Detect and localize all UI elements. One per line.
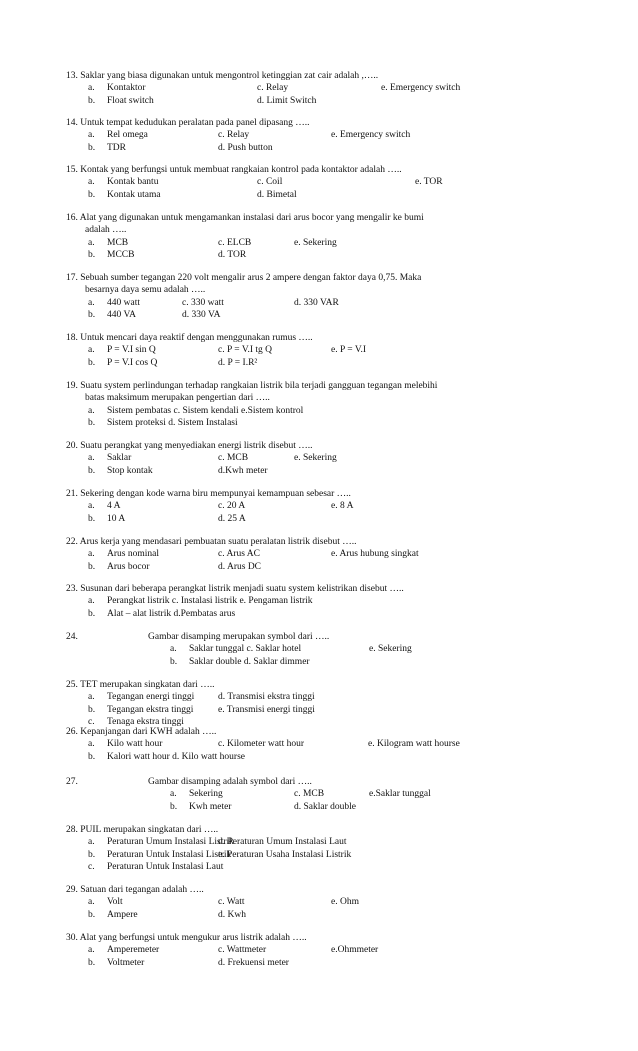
option-text[interactable]: d. Arus DC	[218, 561, 262, 572]
option-row	[66, 357, 586, 369]
question-28	[66, 824, 586, 873]
option-letter: a.	[88, 739, 95, 750]
question-stem: 13. Saklar yang biasa digunakan untuk mengontrol ketinggian zat cair adalah ,…..	[66, 71, 379, 81]
option-text[interactable]: c. ELCB	[218, 237, 252, 248]
option-text[interactable]: d. Kwh	[218, 909, 246, 920]
option-letter: a.	[88, 897, 95, 908]
option-row	[66, 452, 586, 464]
option-letter: b.	[88, 142, 96, 153]
question-29	[66, 884, 586, 921]
option-text[interactable]: c. Coil	[257, 177, 283, 188]
option-text[interactable]: Kwh meter	[189, 801, 232, 812]
option-letter: b.	[88, 357, 96, 368]
option-text[interactable]: 440 VA	[107, 309, 136, 320]
option-letter: b.	[88, 465, 96, 476]
question-24	[66, 631, 586, 668]
question-number: 27.	[66, 777, 78, 787]
option-text[interactable]: Peraturan Untuk Instalasi Listrik	[107, 849, 232, 860]
option-text[interactable]: MCB	[107, 237, 129, 248]
option-letter: b.	[88, 513, 96, 524]
option-row	[66, 176, 586, 188]
option-row	[66, 957, 586, 969]
option-text[interactable]: MCCB	[107, 249, 135, 260]
option-letter: a.	[88, 130, 95, 141]
option-text[interactable]: e. Arus hubung singkat	[331, 549, 419, 560]
question-20	[66, 440, 586, 477]
option-text[interactable]: c. Arus AC	[218, 549, 260, 560]
question-16	[66, 212, 586, 261]
option-row	[66, 608, 586, 620]
option-text[interactable]: e. Sekering	[294, 453, 337, 464]
option-letter: b.	[88, 957, 96, 968]
question-25	[66, 679, 586, 728]
option-text[interactable]: e. Ohm	[331, 897, 359, 908]
option-row	[66, 82, 586, 94]
option-text[interactable]: e. Sekering	[294, 237, 337, 248]
option-text[interactable]: Kontak utama	[107, 189, 161, 200]
question-stem: 23. Susunan dari beberapa perangkat listrik menjadi suatu system kelistrikan disebut …..	[66, 584, 404, 594]
option-row	[66, 500, 586, 512]
option-text[interactable]: d. 330 VA	[182, 309, 221, 320]
option-letter: b.	[88, 249, 96, 260]
option-row	[66, 849, 586, 861]
option-letter: a.	[88, 596, 95, 607]
question-stem: 21. Sekering dengan kode warna biru mempunyai kemampuan sebesar …..	[66, 489, 351, 499]
option-row	[66, 129, 586, 141]
option-letter: a.	[88, 501, 95, 512]
option-letter: b.	[170, 656, 178, 667]
question-stem: Gambar disamping merupakan symbol dari …..	[148, 632, 330, 642]
question-22	[66, 536, 586, 573]
option-row	[66, 297, 586, 309]
question-stem: 18. Untuk mencari daya reaktif dengan menggunakan rumus …..	[66, 333, 313, 343]
option-text[interactable]: Float switch	[107, 95, 154, 106]
option-letter: b.	[88, 909, 96, 920]
option-text[interactable]: Kalori watt hour d. Kilo watt hourse	[107, 751, 245, 762]
option-letter: b.	[88, 417, 96, 428]
option-text[interactable]: c. 330 watt	[182, 297, 224, 308]
option-text[interactable]: d. 330 VAR	[294, 297, 339, 308]
option-text[interactable]: e. Emergency switch	[331, 130, 411, 141]
option-text[interactable]: Sistem proteksi d. Sistem Instalasi	[107, 417, 238, 428]
option-text[interactable]: Tegangan energi tinggi	[107, 692, 195, 703]
option-text[interactable]: d. Saklar double	[294, 801, 357, 812]
question-stem: 22. Arus kerja yang mendasari pembuatan suatu peralatan listrik disebut …..	[66, 537, 357, 547]
option-text[interactable]: c. MCB	[294, 789, 325, 800]
option-letter: a.	[88, 405, 95, 416]
question-stem: 28. PUIL merupakan singkatan dari …..	[66, 825, 219, 835]
option-text[interactable]: e. Peraturan Usaha Instalasi Listrik	[218, 849, 352, 860]
option-text[interactable]: Arus nominal	[107, 549, 159, 560]
option-letter: b.	[88, 309, 96, 320]
option-text[interactable]: Kontaktor	[107, 83, 146, 94]
option-text[interactable]: Tenaga ekstra tinggi	[107, 716, 184, 727]
option-text[interactable]: Saklar double d. Saklar dimmer	[189, 656, 310, 667]
option-text[interactable]: Amperemeter	[107, 945, 160, 956]
option-text[interactable]: 10 A	[107, 513, 126, 524]
option-text[interactable]: d. Transmisi ekstra tinggi	[218, 692, 315, 703]
option-text[interactable]: Tegangan ekstra tinggi	[107, 704, 194, 715]
question-number: 24.	[66, 632, 78, 642]
question-stem: 14. Untuk tempat kedudukan peralatan pada panel dipasang …..	[66, 118, 310, 128]
option-text[interactable]: e. 8 A	[331, 501, 354, 512]
option-text[interactable]: e.Ohmmeter	[331, 945, 379, 956]
option-text[interactable]: e. Transmisi energi tinggi	[218, 704, 315, 715]
option-letter: a.	[88, 345, 95, 356]
option-text[interactable]: Volt	[107, 897, 123, 908]
option-row	[66, 704, 586, 716]
option-text[interactable]: e. Emergency switch	[381, 83, 461, 94]
question-stem: 30. Alat yang berfungsi untuk mengukur arus listrik adalah …..	[66, 933, 307, 943]
option-text[interactable]: 4 A	[107, 501, 121, 512]
option-text[interactable]: Perangkat listrik c. Instalasi listrik e. Pengaman listrik	[107, 596, 313, 607]
option-letter: a.	[88, 177, 95, 188]
option-letter: b.	[88, 189, 96, 200]
question-stem: 16. Alat yang digunakan untuk mengamankan instalasi dari arus bocor yang mengalir ke bumi	[66, 213, 424, 223]
question-stem: 29. Satuan dari tegangan adalah …..	[66, 885, 204, 895]
question-stem: batas maksimum merupakan pengertian dari …..	[85, 393, 270, 404]
option-text[interactable]: c. Relay	[257, 83, 289, 94]
option-text[interactable]: Stop kontak	[107, 465, 153, 476]
option-text[interactable]: Ampere	[107, 909, 138, 920]
option-letter: a.	[88, 945, 95, 956]
option-text[interactable]: d.Kwh meter	[218, 465, 268, 476]
option-row	[66, 861, 586, 873]
option-text[interactable]: d. P = I.R²	[218, 357, 258, 368]
option-text[interactable]: P = V.I cos Q	[107, 357, 158, 368]
option-row	[66, 142, 586, 154]
question-stem: 15. Kontak yang berfungsi untuk membuat rangkaian kontrol pada kontaktor adalah …..	[66, 165, 402, 175]
option-text[interactable]: c. P = V.I tg Q	[218, 345, 273, 356]
option-row	[66, 548, 586, 560]
option-text[interactable]: c. Wattmeter	[218, 945, 267, 956]
question-stem: besarnya daya semu adalah …..	[85, 285, 206, 296]
option-text[interactable]: Saklar	[107, 453, 132, 464]
option-text[interactable]: 440 watt	[107, 297, 140, 308]
question-stem: 20. Suatu perangkat yang menyediakan energi listrik disebut …..	[66, 441, 313, 451]
option-text[interactable]: Kilo watt hour	[107, 739, 163, 750]
option-letter: c.	[88, 861, 95, 872]
option-row	[66, 944, 586, 956]
option-row	[66, 595, 586, 607]
question-13	[66, 70, 586, 107]
option-text[interactable]: Arus bocor	[107, 561, 150, 572]
option-text[interactable]: c. Kilometer watt hour	[218, 739, 305, 750]
option-letter: b.	[88, 608, 96, 619]
question-30	[66, 932, 586, 969]
option-letter: a.	[88, 83, 95, 94]
option-letter: a.	[170, 789, 177, 800]
question-14	[66, 117, 586, 154]
question-19	[66, 380, 586, 429]
question-stem: adalah …..	[85, 225, 127, 236]
option-text[interactable]: c. MCB	[218, 453, 249, 464]
option-row	[66, 561, 586, 573]
option-text[interactable]: c. 20 A	[218, 501, 246, 512]
option-text[interactable]: e. P = V.I	[331, 345, 367, 356]
option-row	[66, 249, 586, 261]
option-text[interactable]: d. Push button	[218, 142, 273, 153]
option-letter: b.	[88, 704, 96, 715]
option-row	[66, 513, 586, 525]
option-text[interactable]: P = V.I sin Q	[107, 345, 156, 356]
option-text[interactable]: d. TOR	[218, 249, 247, 260]
option-row	[66, 95, 586, 107]
option-row	[66, 896, 586, 908]
option-text[interactable]: Peraturan Umum Instalasi Listrik	[107, 837, 234, 848]
option-letter: a.	[88, 837, 95, 848]
option-letter: b.	[88, 95, 96, 106]
option-letter: a.	[88, 453, 95, 464]
option-row	[66, 691, 586, 703]
option-letter: a.	[88, 237, 95, 248]
option-letter: b.	[88, 751, 96, 762]
option-text[interactable]: d. Peraturan Umum Instalasi Laut	[218, 837, 347, 848]
question-18	[66, 332, 586, 369]
option-text[interactable]: d. Limit Switch	[257, 95, 317, 106]
option-row	[66, 417, 586, 429]
option-row	[66, 738, 586, 750]
option-letter: b.	[170, 801, 178, 812]
question-stem: 26. Kepanjangan dari KWH adalah …..	[66, 727, 217, 737]
option-letter: a.	[88, 297, 95, 308]
option-row	[66, 465, 586, 477]
option-row	[66, 405, 586, 417]
option-text[interactable]: d. Frekuensi meter	[218, 957, 289, 968]
option-letter: a.	[88, 549, 95, 560]
option-text[interactable]: TDR	[107, 142, 126, 153]
question-15	[66, 164, 586, 201]
option-row	[66, 344, 586, 356]
option-text[interactable]: Alat – alat listrik d.Pembatas arus	[107, 608, 236, 619]
option-letter: c.	[88, 716, 95, 727]
question-23	[66, 583, 586, 620]
option-text[interactable]: c. Relay	[218, 130, 250, 141]
option-text[interactable]: e. Kilogram watt hourse	[368, 739, 460, 750]
question-stem: 17. Sebuah sumber tegangan 220 volt mengalir arus 2 ampere dengan faktor daya 0,75. Maka	[66, 273, 422, 283]
question-27	[66, 776, 586, 813]
option-row	[66, 836, 586, 848]
option-text[interactable]: c. Watt	[218, 897, 245, 908]
option-text[interactable]: Sekering	[189, 789, 223, 800]
option-row	[66, 909, 586, 921]
option-text[interactable]: e. TOR	[415, 177, 443, 188]
question-17	[66, 272, 586, 321]
option-text[interactable]: Voltmeter	[107, 957, 145, 968]
option-row	[66, 309, 586, 321]
option-text[interactable]: e.Saklar tunggal	[369, 789, 431, 800]
option-letter: a.	[170, 644, 177, 655]
option-text[interactable]: Kontak bantu	[107, 177, 159, 188]
option-row	[66, 237, 586, 249]
option-row	[66, 801, 586, 813]
option-row	[66, 656, 586, 668]
option-row	[66, 751, 586, 763]
question-21	[66, 488, 586, 525]
option-letter: a.	[88, 692, 95, 703]
option-text[interactable]: e. Sekering	[369, 644, 412, 655]
option-text[interactable]: d. Bimetal	[257, 189, 297, 200]
question-stem: 25. TET merupakan singkatan dari …..	[66, 680, 215, 690]
question-stem: 19. Suatu system perlindungan terhadap rangkaian listrik bila terjadi gangguan tegangan melebihi	[66, 381, 438, 391]
option-text[interactable]: Saklar tunggal c. Saklar hotel	[189, 644, 302, 655]
option-letter: b.	[88, 849, 96, 860]
option-text[interactable]: Rel omega	[107, 130, 148, 141]
option-row	[66, 643, 586, 655]
option-letter: b.	[88, 561, 96, 572]
option-text[interactable]: Peraturan Untuk Instalasi Laut	[107, 861, 224, 872]
question-stem: Gambar disamping adalah symbol dari …..	[148, 777, 312, 787]
option-text[interactable]: d. 25 A	[218, 513, 246, 524]
option-row	[66, 189, 586, 201]
option-text[interactable]: Sistem pembatas c. Sistem kendali e.Sistem kontrol	[107, 405, 304, 416]
question-26	[66, 726, 586, 763]
option-row	[66, 788, 586, 800]
